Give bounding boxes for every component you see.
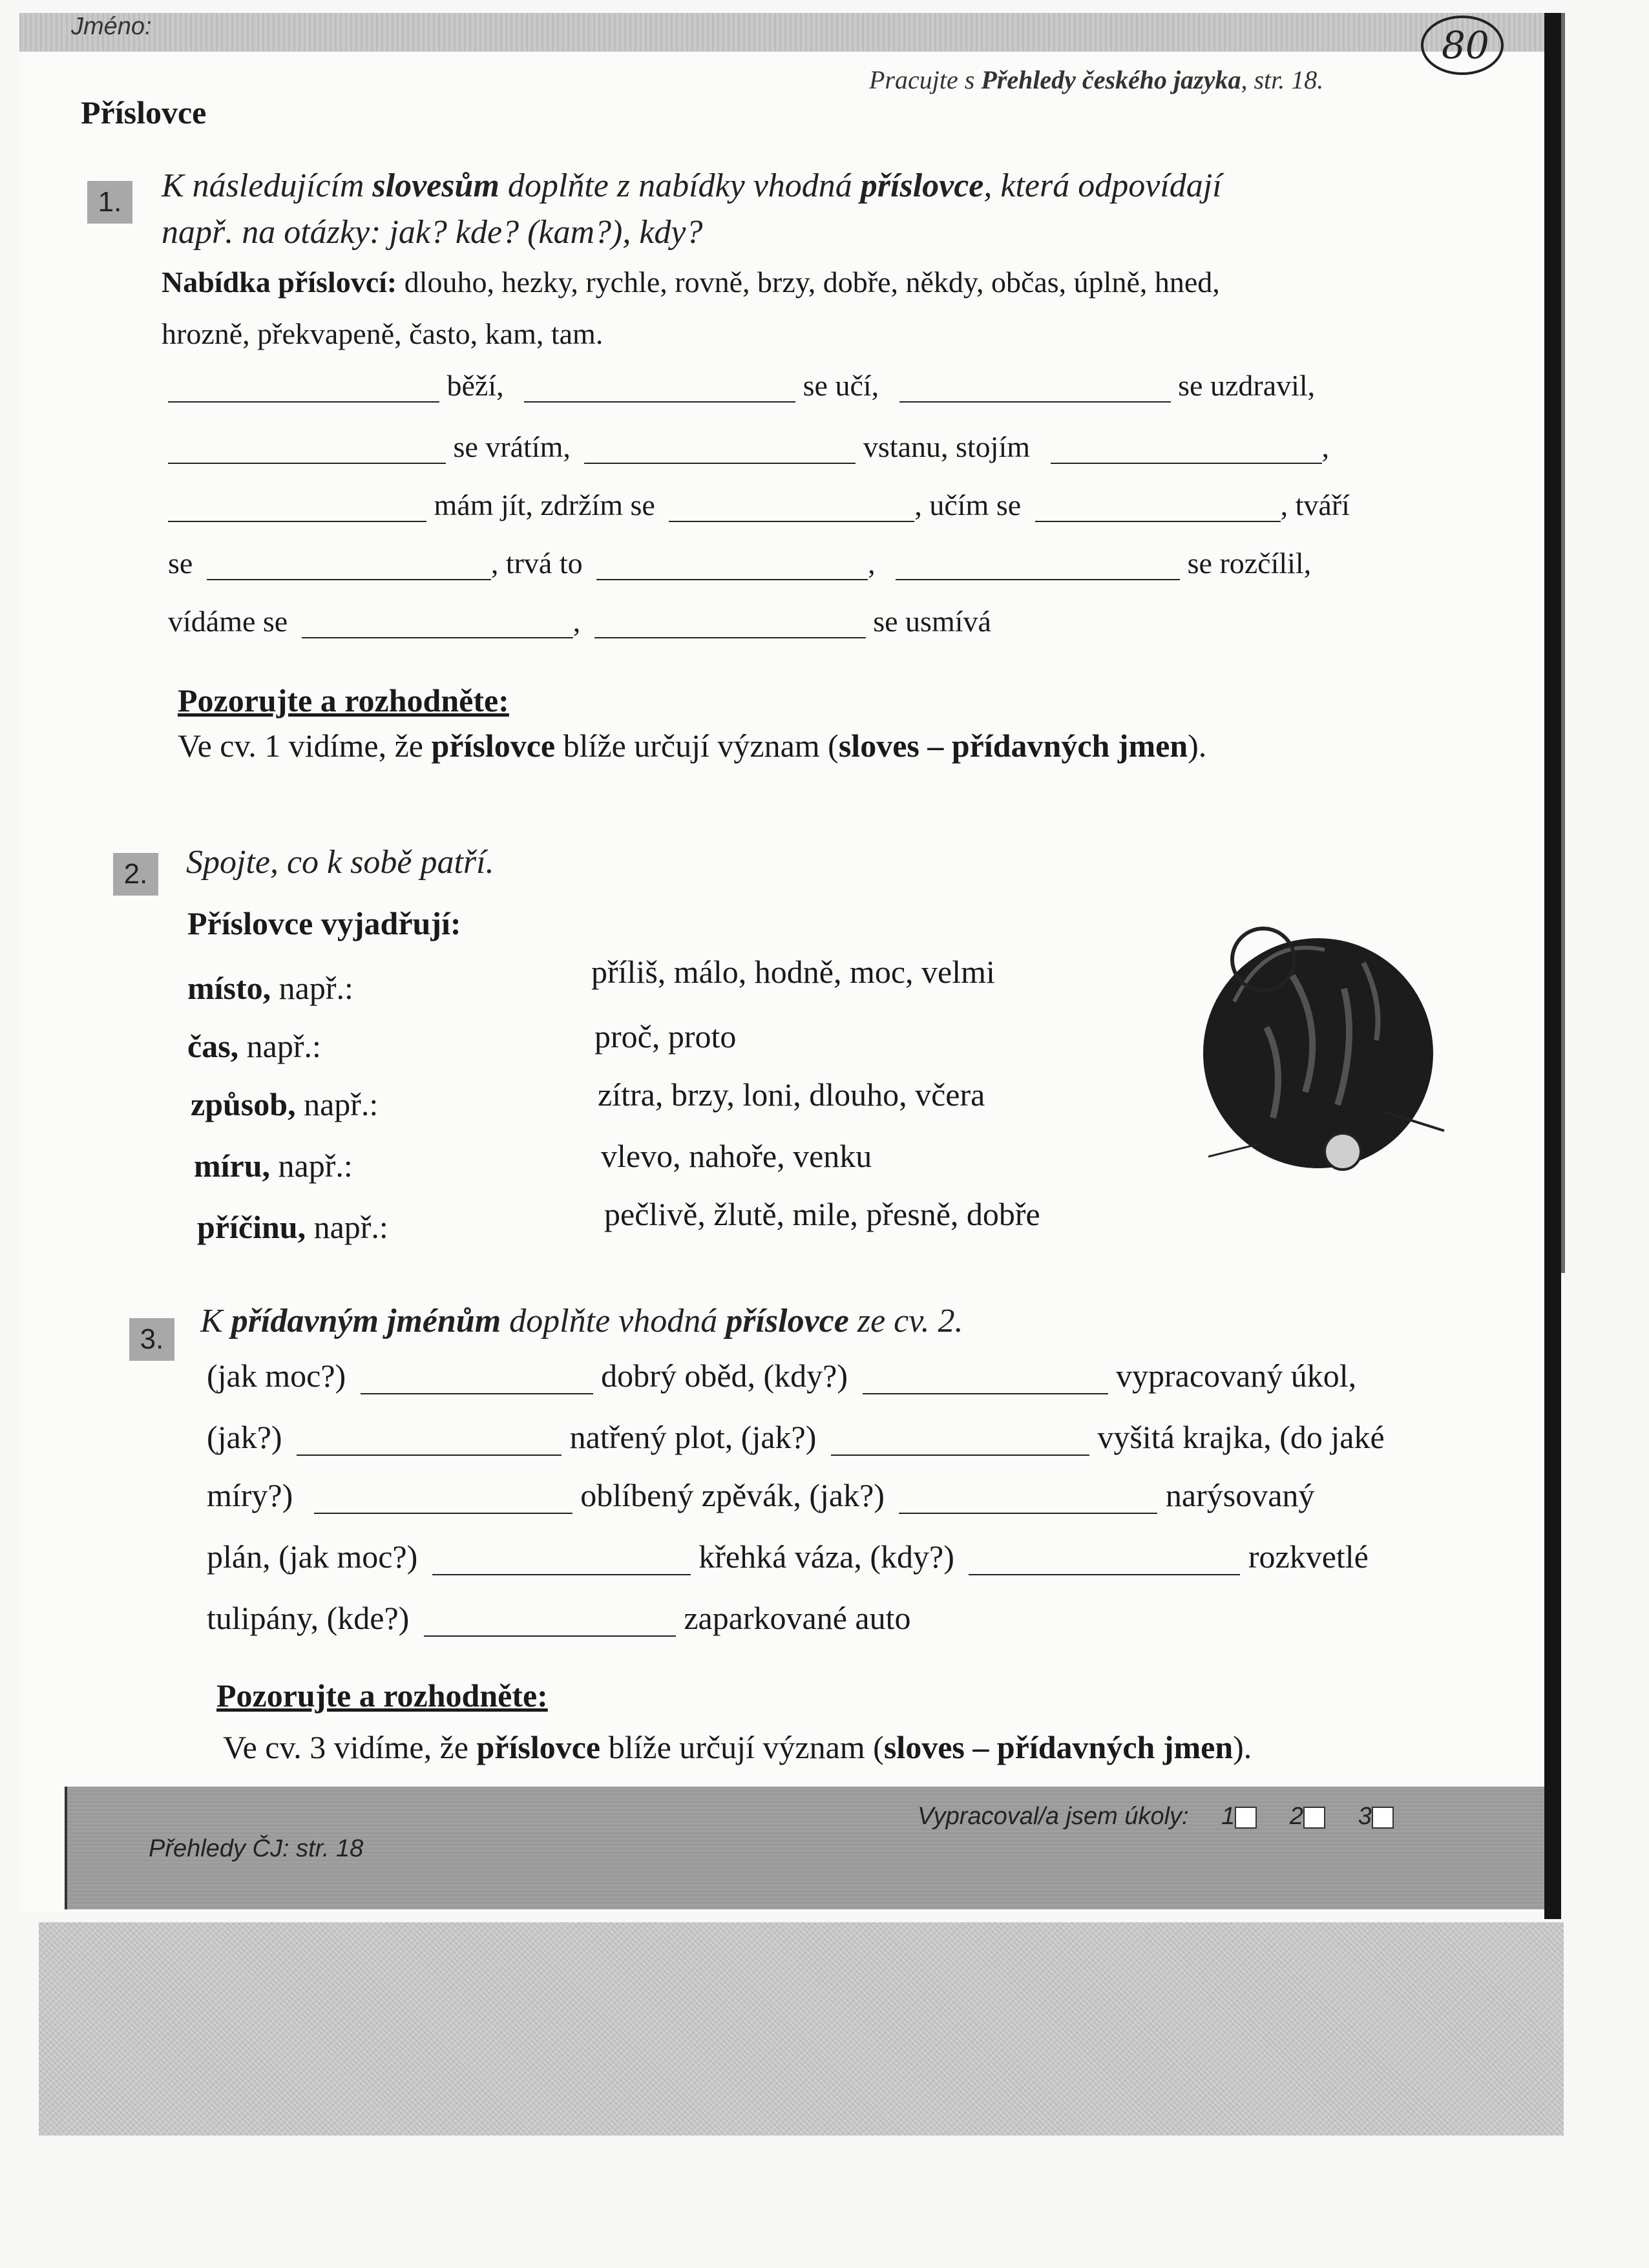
page-edge-shadow (1544, 13, 1561, 1919)
page-number-text: 80 (1442, 23, 1489, 67)
ex2-right-item[interactable]: pečlivě, žlutě, mile, přesně, dobře (604, 1196, 1040, 1232)
scan-background (39, 1922, 1564, 2136)
ex3-row-4: plán, (jak moc?) křehká váza, (kdy?) rozkvetlé (207, 1538, 1369, 1575)
ex3-row-1: (jak moc?) dobrý oběd, (kdy?) vypracovaný úkol, (207, 1358, 1357, 1394)
footer-source: Přehledy ČJ: str. 18 (149, 1835, 364, 1862)
ex2-right-item[interactable]: proč, proto (594, 1018, 737, 1055)
ex3-observe-heading: Pozorujte a rozhodněte: (216, 1677, 548, 1714)
ex2-left-item[interactable]: způsob, např.: (191, 1086, 379, 1122)
ex2-left-item[interactable]: místo, např.: (187, 970, 353, 1006)
adverb-offer-line2: hrozně, překvapeně, často, kam, tam. (162, 317, 604, 350)
answer-blank[interactable] (302, 611, 573, 638)
name-label: Jméno: (71, 13, 152, 40)
ex1-observe-heading: Pozorujte a rozhodněte: (178, 682, 509, 719)
page-number-stamp (1418, 12, 1509, 86)
header-band (19, 13, 1544, 52)
adverb-offer-line1: Nabídka příslovcí: dlouho, hezky, rychle, rovně, brzy, dobře, někdy, občas, úplně, hned, (162, 266, 1220, 299)
answer-blank[interactable] (1051, 437, 1322, 464)
ex2-right-item[interactable]: zítra, brzy, loni, dlouho, včera (598, 1076, 985, 1113)
answer-blank[interactable] (168, 495, 426, 522)
answer-blank[interactable] (899, 1487, 1157, 1514)
answer-blank[interactable] (896, 553, 1180, 580)
ex1-row-5: vídáme se , se usmívá (168, 605, 991, 638)
exercise-2-instruction: Spojte, co k sobě patří. (186, 844, 494, 881)
task-2-checkbox[interactable] (1303, 1807, 1325, 1829)
decorative-illustration (1189, 898, 1473, 1195)
exercise-1-number: 1. (87, 181, 132, 224)
page-edge-line (1561, 13, 1565, 1273)
answer-blank[interactable] (207, 553, 491, 580)
ex2-right-item[interactable]: příliš, málo, hodně, moc, velmi (591, 954, 995, 990)
ex1-row-2: se vrátím, vstanu, stojím , (168, 430, 1329, 464)
page-title: Příslovce (81, 94, 207, 131)
ex3-row-5: tulipány, (kde?) zaparkované auto (207, 1600, 911, 1636)
answer-blank[interactable] (424, 1610, 676, 1637)
answer-blank[interactable] (524, 375, 795, 403)
answer-blank[interactable] (297, 1429, 562, 1456)
answer-blank[interactable] (831, 1429, 1089, 1456)
exercise-1-instruction-line2: např. na otázky: jak? kde? (kam?), kdy? (162, 214, 703, 251)
exercise-1-instruction-line1: K následujícím slovesům doplňte z nabídky vhodná příslovce, která odpovídají (162, 167, 1222, 204)
ex2-right-item[interactable]: vlevo, nahoře, venku (601, 1138, 872, 1174)
source-reference: Pracujte s Přehledy českého jazyka, str. 18. (869, 65, 1324, 94)
answer-blank[interactable] (1035, 495, 1281, 522)
ex3-conclusion: Ve cv. 3 vidíme, že příslovce blíže určují význam (sloves – přídavných jmen). (223, 1729, 1252, 1765)
answer-blank[interactable] (314, 1487, 572, 1514)
answer-blank[interactable] (899, 375, 1171, 403)
exercise-3-number: 3. (129, 1318, 174, 1361)
task-1-checkbox[interactable] (1235, 1807, 1257, 1829)
answer-blank[interactable] (168, 375, 439, 403)
exercise-2-subheading: Příslovce vyjadřují: (187, 905, 461, 941)
footer-completion: Vypracoval/a jsem úkoly: 1 2 3 (918, 1803, 1394, 1831)
answer-blank[interactable] (361, 1367, 593, 1394)
answer-blank[interactable] (432, 1548, 691, 1575)
answer-blank[interactable] (969, 1548, 1240, 1575)
ex3-row-2: (jak?) natřený plot, (jak?) vyšitá krajka, (do jaké (207, 1419, 1385, 1455)
exercise-3-instruction: K přídavným jménům doplňte vhodná příslovce ze cv. 2. (200, 1303, 963, 1339)
ex2-left-item[interactable]: míru, např.: (194, 1148, 353, 1184)
ex2-left-item[interactable]: čas, např.: (187, 1028, 321, 1064)
ex1-row-4: se , trvá to , se rozčílil, (168, 547, 1312, 580)
answer-blank[interactable] (584, 437, 856, 464)
answer-blank[interactable] (168, 437, 446, 464)
answer-blank[interactable] (863, 1367, 1108, 1394)
answer-blank[interactable] (594, 611, 866, 638)
ex2-left-item[interactable]: příčinu, např.: (197, 1209, 388, 1245)
task-3-checkbox[interactable] (1372, 1807, 1394, 1829)
ex1-conclusion: Ve cv. 1 vidíme, že příslovce blíže určují význam (sloves – přídavných jmen). (178, 728, 1207, 764)
ex1-row-3: mám jít, zdržím se , učím se , tváří (168, 488, 1350, 522)
answer-blank[interactable] (596, 553, 868, 580)
exercise-2-number: 2. (113, 853, 158, 896)
ex1-row-1: běží, se učí, se uzdravil, (168, 368, 1315, 403)
ex3-row-3: míry?) oblíbený zpěvák, (jak?) narýsovaný (207, 1477, 1315, 1513)
answer-blank[interactable] (669, 495, 914, 522)
